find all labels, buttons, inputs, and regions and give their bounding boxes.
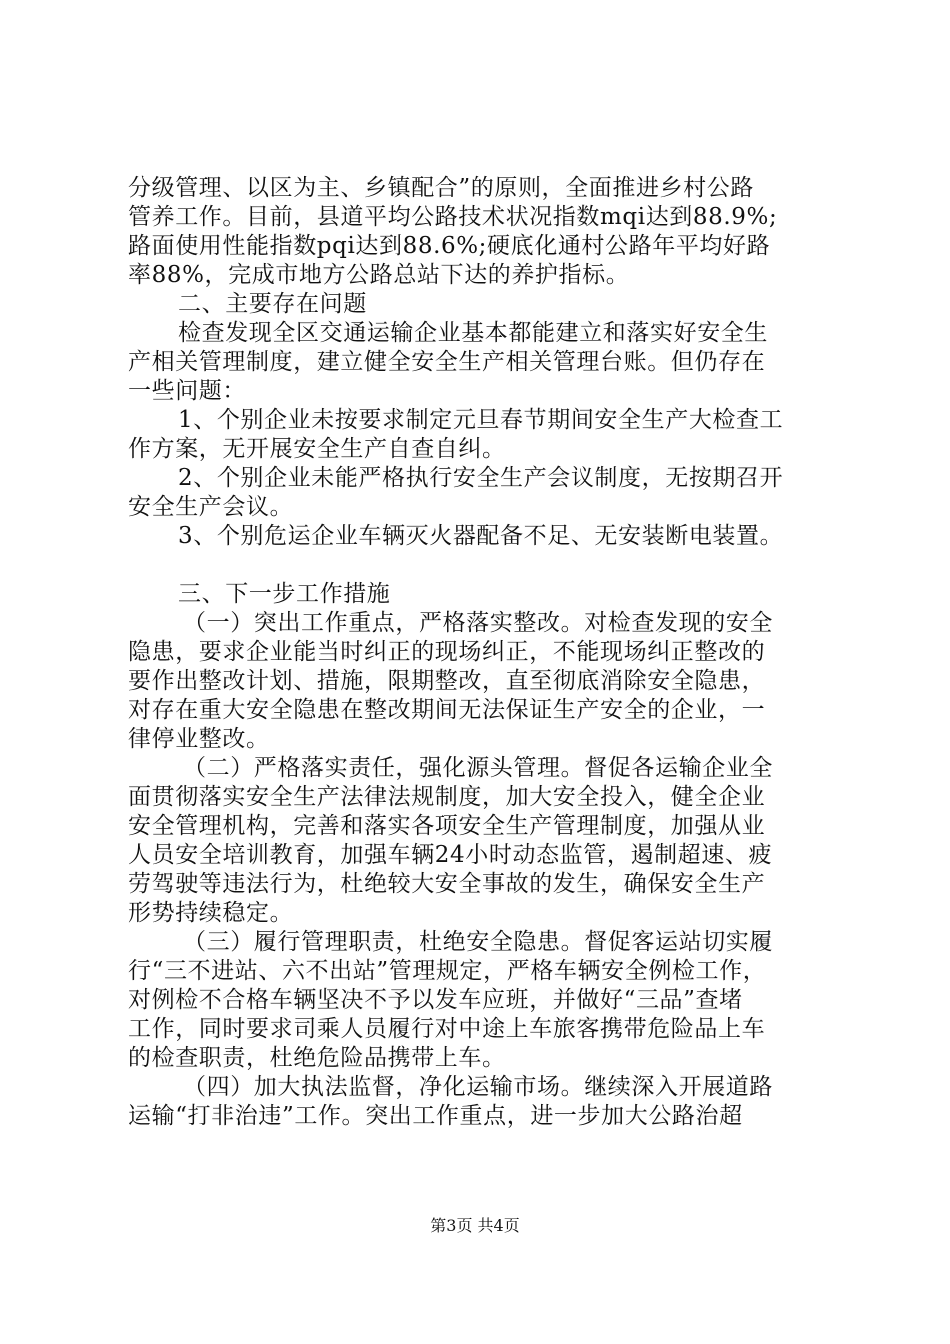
text-line: 一些问题： bbox=[128, 378, 246, 404]
page-footer: 第3页 共4页 bbox=[430, 1216, 520, 1235]
text-line: 率88%，完成市地方公路总站下达的养护指标。 bbox=[128, 262, 630, 288]
text-line: 面贯彻落实安全生产法律法规制度，加大安全投入，健全企业 bbox=[128, 784, 766, 810]
text-line: 3、个别危运企业车辆灭火器配备不足、无安装断电装置。 bbox=[178, 523, 784, 549]
text-line: 对存在重大安全隐患在整改期间无法保证生产安全的企业，一 bbox=[128, 697, 766, 723]
section-heading-problems: 二、主要存在问题 bbox=[178, 291, 367, 317]
list-item-problem-1 bbox=[128, 406, 834, 464]
text-line: 路面使用性能指数pqi达到88.6%;硬底化通村公路年平均好路 bbox=[128, 233, 771, 259]
text-line: （一）突出工作重点，严格落实整改。对检查发现的安全 bbox=[183, 610, 773, 636]
text-line: 工作，同时要求司乘人员履行对中途上车旅客携带危险品上车 bbox=[128, 1016, 766, 1042]
text-line: 运输“打非治违”工作。突出工作重点，进一步加大公路治超 bbox=[128, 1103, 743, 1129]
text-line: （三）履行管理职责，杜绝安全隐患。督促客运站切实履 bbox=[183, 929, 773, 955]
text-line: 律停业整改。 bbox=[128, 726, 270, 752]
paragraph-inspection-findings bbox=[128, 319, 834, 406]
text-line: 2、个别企业未能严格执行安全生产会议制度，无按期召开 bbox=[178, 465, 784, 491]
text-line: （二）严格落实责任，强化源头管理。督促各运输企业全 bbox=[183, 755, 773, 781]
paragraph-measure-3 bbox=[128, 928, 834, 1073]
list-item-problem-3 bbox=[128, 522, 834, 551]
text-line: 产相关管理制度，建立健全安全生产相关管理台账。但仍存在 bbox=[128, 349, 766, 375]
text-line: 行“三不进站、六不出站”管理规定，严格车辆安全例检工作， bbox=[128, 958, 767, 984]
text-line: 形势持续稳定。 bbox=[128, 900, 294, 926]
text-line: 隐患，要求企业能当时纠正的现场纠正，不能现场纠正整改的 bbox=[128, 639, 766, 665]
text-line: （四）加大执法监督，净化运输市场。继续深入开展道路 bbox=[183, 1074, 773, 1100]
text-line: 检查发现全区交通运输企业基本都能建立和落实好安全生 bbox=[178, 320, 768, 346]
text-line: 安全管理机构，完善和落实各项安全生产管理制度，加强从业 bbox=[128, 813, 766, 839]
document-body bbox=[128, 174, 834, 1131]
text-line: 1、个别企业未按要求制定元旦春节期间安全生产大检查工 bbox=[178, 407, 784, 433]
text-line: 作方案，无开展安全生产自查自纠。 bbox=[128, 436, 506, 462]
text-line: 管养工作。目前，县道平均公路技术状况指数mqi达到88.9%; bbox=[128, 204, 778, 230]
text-line: 安全生产会议。 bbox=[128, 494, 294, 520]
list-item-problem-2 bbox=[128, 464, 834, 522]
text-line: 要作出整改计划、措施，限期整改，直至彻底消除安全隐患， bbox=[128, 668, 766, 694]
paragraph-road-maintenance bbox=[128, 174, 834, 290]
paragraph-measure-1 bbox=[128, 609, 834, 754]
blank-line bbox=[128, 551, 834, 580]
paragraph-measure-2 bbox=[128, 754, 834, 928]
text-line: 分级管理、以区为主、乡镇配合”的原则，全面推进乡村公路 bbox=[128, 175, 754, 201]
text-line: 对例检不合格车辆坚决不予以发车应班，并做好“三品”查堵 bbox=[128, 987, 743, 1013]
text-line: 的检查职责，杜绝危险品携带上车。 bbox=[128, 1045, 506, 1071]
paragraph-measure-4 bbox=[128, 1073, 834, 1131]
section-heading-next-steps: 三、下一步工作措施 bbox=[178, 581, 391, 607]
text-line: 劳驾驶等违法行为，杜绝较大安全事故的发生，确保安全生产 bbox=[128, 871, 766, 897]
text-line: 人员安全培训教育，加强车辆24小时动态监管，遏制超速、疲 bbox=[128, 842, 773, 868]
